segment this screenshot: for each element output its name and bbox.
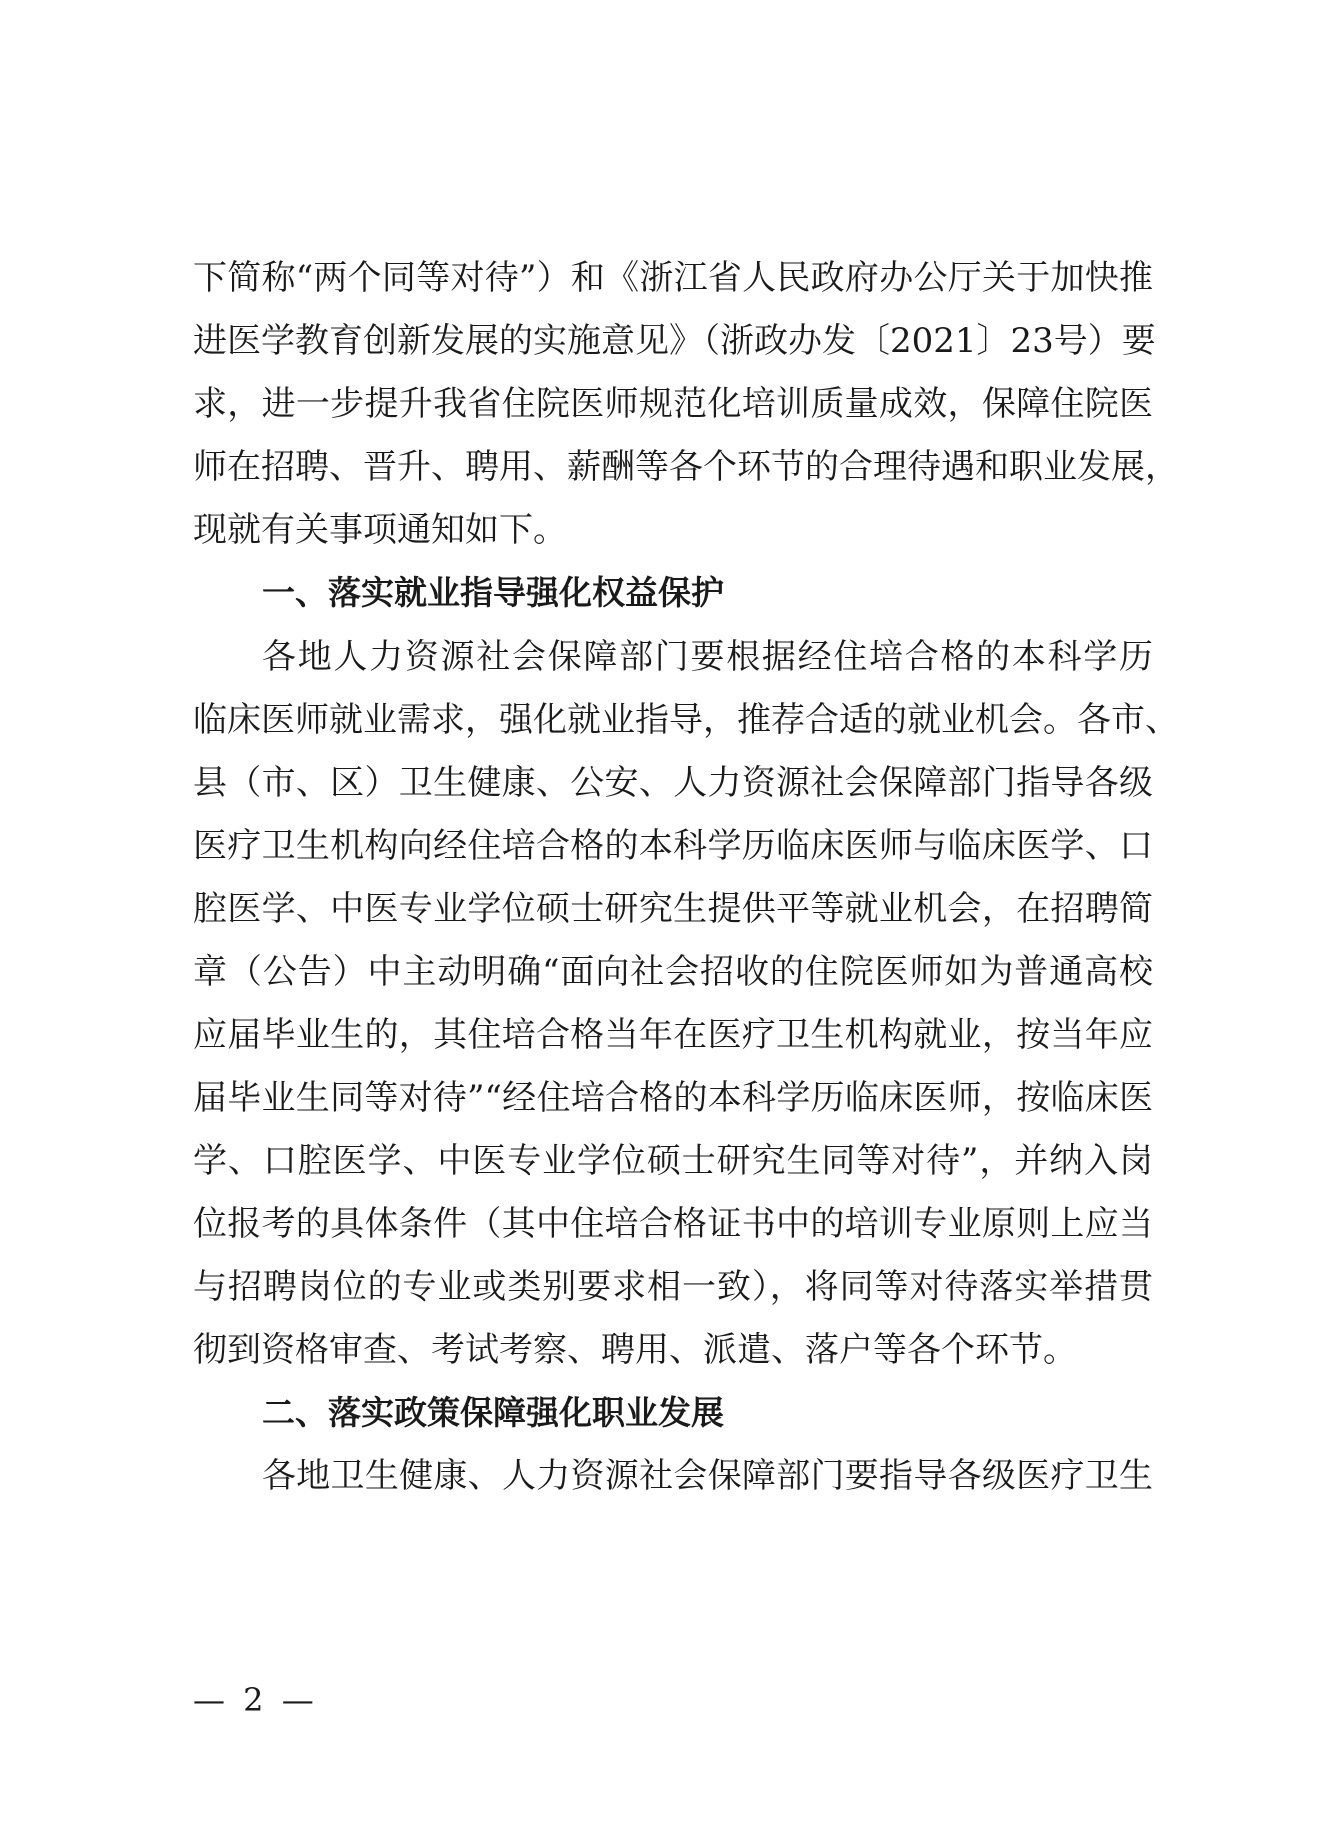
section1-line-10: 位报考的具体条件（其中住培合格证书中的培训专业原则上应当	[193, 1204, 1153, 1244]
intro-line-4: 师在招聘、晋升、聘用、薪酬等各个环节的合理待遇和职业发展，	[193, 447, 1179, 487]
section1-line-1: 各地人力资源社会保障部门要根据经住培合格的本科学历	[262, 637, 1153, 677]
section1-line-12: 彻到资格审查、考试考察、聘用、派遣、落户等各个环节。	[193, 1330, 1077, 1370]
section1-heading: 一、落实就业指导强化权益保护	[262, 573, 724, 612]
section1-line-9: 学、口腔医学、中医专业学位硕士研究生同等对待”，并纳入岗	[193, 1141, 1153, 1181]
section1-line-7: 应届毕业生的，其住培合格当年在医疗卫生机构就业，按当年应	[193, 1015, 1153, 1055]
section1-line-2: 临床医师就业需求，强化就业指导，推荐合适的就业机会。各市、	[193, 700, 1179, 740]
intro-line-2: 进医学教育创新发展的实施意见》（浙政办发〔2021〕23号）要	[193, 321, 1156, 361]
section2-line-1: 各地卫生健康、人力资源社会保障部门要指导各级医疗卫生	[262, 1456, 1153, 1496]
section1-line-4: 医疗卫生机构向经住培合格的本科学历临床医师与临床医学、口	[193, 826, 1153, 866]
page-number: — 2 —	[193, 1681, 318, 1719]
intro-line-3: 求，进一步提升我省住院医师规范化培训质量成效，保障住院医	[193, 384, 1153, 424]
section1-line-8: 届毕业生同等对待”“经住培合格的本科学历临床医师，按临床医	[193, 1078, 1153, 1118]
intro-line-1: 下简称“两个同等对待”）和《浙江省人民政府办公厅关于加快推	[193, 258, 1153, 298]
section2-heading: 二、落实政策保障强化职业发展	[262, 1393, 724, 1432]
intro-line-5: 现就有关事项通知如下。	[193, 510, 567, 550]
section1-line-3: 县（市、区）卫生健康、公安、人力资源社会保障部门指导各级	[193, 763, 1153, 803]
section1-line-5: 腔医学、中医专业学位硕士研究生提供平等就业机会，在招聘简	[193, 889, 1153, 929]
section1-line-6: 章（公告）中主动明确“面向社会招收的住院医师如为普通高校	[193, 952, 1153, 992]
section1-line-11: 与招聘岗位的专业或类别要求相一致），将同等对待落实举措贯	[193, 1267, 1153, 1307]
